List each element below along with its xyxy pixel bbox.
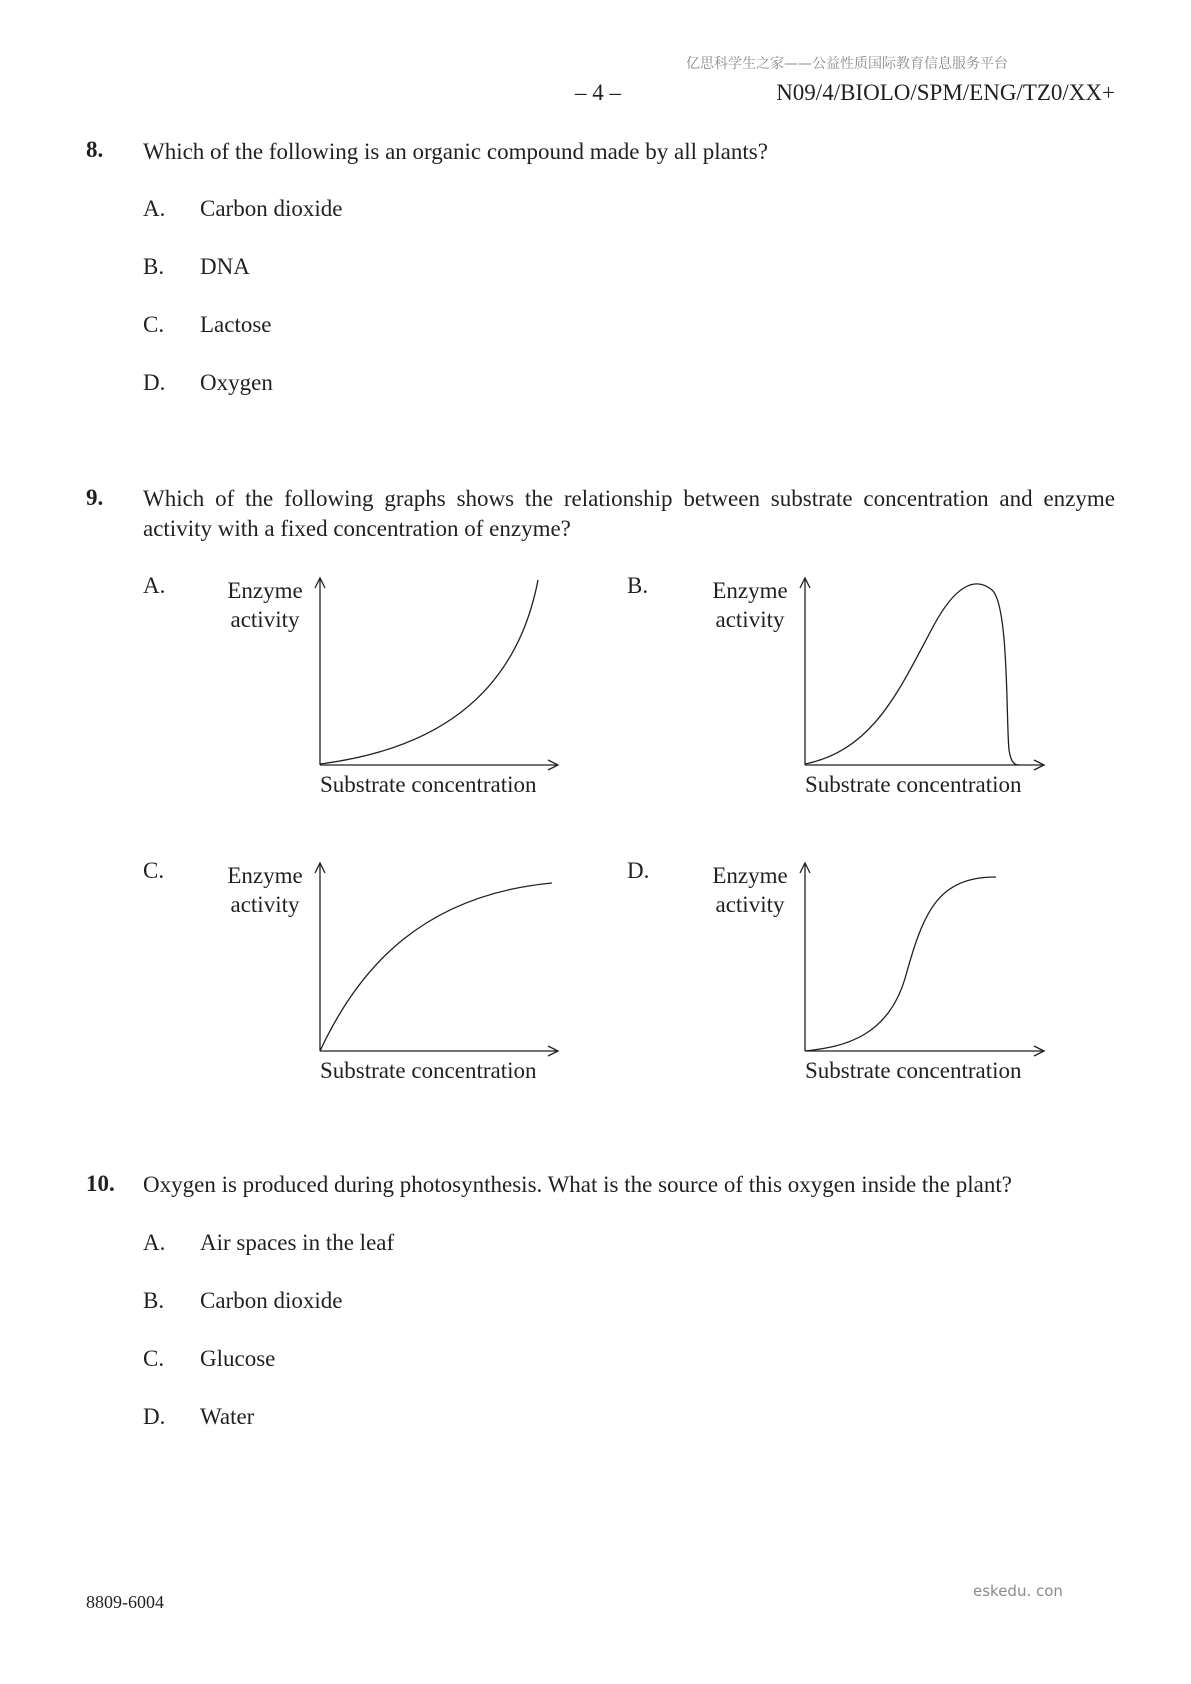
q10-option-d-text: Water [200, 1404, 255, 1429]
graph-b-letter: B. [627, 573, 649, 598]
graph-a-ylabel-line1: Enzyme [227, 578, 303, 603]
q10-option-b-letter: B. [143, 1288, 165, 1313]
page-number: – 4 – [575, 80, 621, 105]
question-9-number: 9. [86, 485, 104, 510]
q8-option-c-letter: C. [143, 312, 165, 337]
graph-b-xlabel: Substrate concentration [805, 772, 1022, 797]
graph-c-xlabel: Substrate concentration [320, 1058, 537, 1083]
q8-option-d-text: Oxygen [200, 370, 273, 395]
graph-b-ylabel-line2: activity [715, 607, 785, 632]
graph-d-ylabel-line2: activity [715, 892, 785, 917]
question-10-text: Oxygen is produced during photosynthesis. What is the source of this oxygen inside the plant? [143, 1172, 1012, 1197]
q10-option-c-text: Glucose [200, 1346, 276, 1371]
q8-option-c-text: Lactose [200, 312, 272, 337]
graph-a [200, 570, 537, 810]
q10-option-b-text: Carbon dioxide [200, 1288, 343, 1313]
paper-code: N09/4/BIOLO/SPM/ENG/TZ0/XX+ [776, 80, 1115, 105]
graph-d-curve [805, 877, 996, 1051]
graph-d [684, 855, 1022, 1095]
q10-option-a-text: Air spaces in the leaf [200, 1230, 395, 1255]
graph-c-ylabel-line1: Enzyme [227, 863, 303, 888]
graph-a-ylabel-line2: activity [230, 607, 300, 632]
question-10-number: 10. [86, 1171, 115, 1196]
question-8-text: Which of the following is an organic compound made by all plants? [143, 139, 768, 164]
graph-c-letter: C. [143, 858, 165, 883]
graph-b [684, 570, 1022, 810]
graph-d-xlabel: Substrate concentration [805, 1058, 1022, 1083]
graph-c-ylabel-line2: activity [230, 892, 300, 917]
q8-option-b-letter: B. [143, 254, 165, 279]
graph-c-curve [320, 883, 552, 1051]
q8-option-a-letter: A. [143, 196, 166, 221]
graph-d-ylabel-line1: Enzyme [712, 863, 788, 888]
graph-b-ylabel-line1: Enzyme [712, 578, 788, 603]
graph-a-xlabel: Substrate concentration [320, 772, 537, 797]
q8-option-a-text: Carbon dioxide [200, 196, 343, 221]
graph-c [200, 855, 537, 1095]
graph-a-curve [320, 580, 538, 764]
graph-d-letter: D. [627, 858, 650, 883]
question-9-text: Which of the following graphs shows the relationship between substrate concentration and enzyme activity with a fixed concentration of enzyme? [143, 486, 1115, 541]
footer-code: 8809-6004 [86, 1592, 164, 1612]
q10-option-d-letter: D. [143, 1404, 166, 1429]
graph-b-curve [805, 584, 1019, 765]
footer-site: eskedu. con [973, 1582, 1063, 1600]
watermark-text: 亿思科学生之家——公益性质国际教育信息服务平台 [686, 56, 1008, 72]
q8-option-b-text: DNA [200, 254, 250, 279]
q10-option-c-letter: C. [143, 1346, 165, 1371]
question-8-number: 8. [86, 137, 104, 162]
q8-option-d-letter: D. [143, 370, 166, 395]
q10-option-a-letter: A. [143, 1230, 166, 1255]
graph-a-letter: A. [143, 573, 166, 598]
